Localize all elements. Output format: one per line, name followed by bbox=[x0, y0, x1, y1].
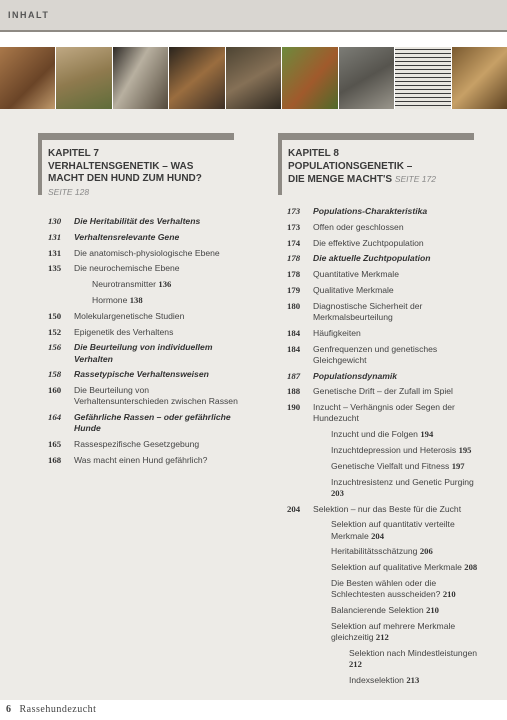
toc-page-number: 173 bbox=[287, 206, 301, 216]
book-title: Rassehundezucht bbox=[19, 704, 97, 715]
toc-page-number: 180 bbox=[287, 300, 301, 311]
toc-entry-text: Die effektive Zuchtpopulation bbox=[313, 237, 424, 248]
toc-page-number: 190 bbox=[287, 402, 301, 413]
toc-entry-text: Populations-Charakteristika bbox=[313, 206, 428, 216]
toc-entry bbox=[48, 455, 238, 466]
toc-entry-text: Qualitative Merkmale bbox=[313, 284, 394, 295]
chapter-8-toc bbox=[287, 206, 483, 691]
toc-page-number: 203 bbox=[331, 487, 344, 498]
chapter-8-bar bbox=[278, 133, 474, 140]
toc-entry-text: Selektion – nur das Beste für die Zucht bbox=[313, 503, 462, 514]
chapter-8-heading bbox=[288, 148, 488, 187]
chapter-7-stem bbox=[38, 133, 42, 195]
toc-entry bbox=[287, 386, 483, 397]
toc-page-number: 130 bbox=[48, 216, 62, 226]
toc-entry-text: Die neurochemische Ebene bbox=[74, 263, 180, 274]
toc-entry bbox=[287, 477, 483, 499]
toc-entry-text: Epigenetik des Verhaltens bbox=[74, 326, 174, 337]
chapter-8-label: KAPITEL 8 bbox=[288, 148, 339, 159]
toc-page-number: 160 bbox=[48, 385, 62, 396]
toc-page-number: 131 bbox=[48, 247, 62, 258]
chapter-7-page-ref: SEITE 128 bbox=[48, 186, 90, 197]
toc-page-number: 158 bbox=[48, 369, 62, 380]
toc-entry-text: Selektion auf mehrere Merkmale gleichzeitig bbox=[331, 620, 456, 642]
toc-page-number: 178 bbox=[287, 269, 301, 280]
toc-page-number: 208 bbox=[464, 562, 478, 573]
toc-page-number: 213 bbox=[406, 674, 420, 685]
page-number: 6 bbox=[6, 704, 12, 715]
chapter-7-toc bbox=[48, 216, 238, 471]
toc-entry bbox=[287, 344, 483, 366]
toc-entry bbox=[287, 285, 483, 296]
toc-page-number: 156 bbox=[48, 342, 62, 353]
chapter-7-label: KAPITEL 7 bbox=[48, 148, 99, 159]
toc-entry bbox=[287, 402, 483, 424]
toc-entry bbox=[48, 248, 238, 259]
toc-entry bbox=[287, 562, 483, 573]
toc-page-number: 210 bbox=[442, 589, 456, 600]
chapter-7-bar bbox=[38, 133, 234, 140]
toc-page-number: 131 bbox=[48, 231, 62, 242]
toc-entry-text: Häufigkeiten bbox=[313, 327, 361, 338]
toc-entry-text: Diagnostische Sicherheit der Merkmalsbeurteilung bbox=[313, 300, 423, 322]
toc-page-number: 212 bbox=[349, 658, 362, 669]
toc-entry-text: Inzucht – Verhängnis oder Segen der Hundezucht bbox=[313, 402, 455, 424]
toc-entry bbox=[48, 327, 238, 338]
dog-photo bbox=[339, 47, 395, 109]
toc-entry-text: Rassetypische Verhaltensweisen bbox=[74, 369, 209, 380]
toc-entry-text: Die aktuelle Zuchtpopulation bbox=[313, 253, 431, 264]
chapter-7-title-line: MACHT DEN HUND ZUM HUND? bbox=[48, 173, 202, 184]
toc-entry bbox=[48, 311, 238, 322]
toc-page-number: 210 bbox=[426, 604, 439, 615]
toc-entry-text: Inzucht und die Folgen bbox=[331, 429, 418, 440]
toc-entry-text: Quantitative Merkmale bbox=[313, 269, 399, 280]
dog-photo bbox=[56, 47, 112, 109]
toc-page-number: 150 bbox=[48, 310, 62, 321]
toc-page-number: 136 bbox=[158, 279, 172, 290]
toc-entry-text: Die anatomisch-physiologische Ebene bbox=[74, 247, 220, 258]
toc-page-number: 184 bbox=[287, 343, 301, 354]
toc-entry bbox=[287, 269, 483, 280]
toc-entry-text: Genetische Drift – der Zufall im Spiel bbox=[313, 386, 453, 397]
toc-entry-text: Balancierende Selektion bbox=[331, 604, 424, 615]
toc-entry-text: Selektion auf qualitative Merkmale bbox=[331, 562, 462, 573]
toc-entry bbox=[287, 238, 483, 249]
toc-entry bbox=[287, 328, 483, 339]
header-bar bbox=[0, 0, 507, 30]
toc-entry bbox=[287, 429, 483, 440]
toc-entry bbox=[48, 342, 238, 364]
toc-page-number: 197 bbox=[451, 460, 465, 471]
toc-page-number: 188 bbox=[287, 386, 301, 397]
toc-entry-text: Neurotransmitter bbox=[92, 279, 156, 290]
toc-entry-text: Molekulargenetische Studien bbox=[74, 310, 185, 321]
toc-entry bbox=[287, 301, 483, 323]
toc-entry-text: Die Besten wählen oder die Schlechtesten ausscheiden? bbox=[331, 577, 441, 600]
toc-page-number: 168 bbox=[48, 454, 62, 465]
toc-entry-text: Die Beurteilung von Verhaltensunterschieden zwischen Rassen bbox=[74, 385, 238, 407]
dog-photo bbox=[226, 47, 282, 109]
toc-page-number: 135 bbox=[48, 263, 62, 274]
toc-entry bbox=[287, 206, 483, 217]
toc-entry-text: Heritabilitätsschätzung bbox=[331, 546, 418, 557]
toc-entry bbox=[48, 439, 238, 450]
toc-entry bbox=[287, 648, 483, 670]
toc-entry-text: Selektion nach Mindestleistungen bbox=[349, 647, 478, 658]
toc-entry-text: Populationsdynamik bbox=[313, 370, 398, 381]
toc-entry bbox=[287, 578, 483, 600]
toc-entry-text: Inzuchtresistenz und Genetic Purging bbox=[331, 476, 474, 487]
toc-entry bbox=[287, 675, 483, 686]
dog-photo bbox=[113, 47, 169, 109]
dog-photo bbox=[282, 47, 338, 109]
toc-entry-text: Genfrequenzen und genetisches Gleichgewicht bbox=[313, 343, 438, 365]
toc-page-number: 206 bbox=[419, 546, 433, 557]
toc-entry bbox=[287, 621, 483, 643]
toc-page-number: 204 bbox=[371, 530, 385, 541]
toc-entry-text: Genetische Vielfalt und Fitness bbox=[331, 460, 450, 471]
chapter-8-page-ref: SEITE 172 bbox=[394, 174, 436, 184]
toc-page-number: 204 bbox=[287, 503, 301, 514]
toc-entry bbox=[48, 216, 238, 227]
toc-entry-text: Die Beurteilung von individuellem Verhalten bbox=[74, 342, 213, 364]
page-footer bbox=[6, 704, 96, 715]
toc-entry bbox=[287, 546, 483, 557]
toc-entry bbox=[48, 412, 238, 434]
toc-entry-text: Indexselektion bbox=[349, 674, 404, 685]
toc-page-number: 194 bbox=[420, 429, 434, 440]
toc-entry bbox=[48, 263, 238, 274]
toc-page-number: 195 bbox=[458, 444, 472, 455]
toc-page-number: 179 bbox=[287, 284, 301, 295]
toc-entry bbox=[287, 253, 483, 264]
toc-entry-text: Die Heritabilität des Verhaltens bbox=[74, 216, 201, 226]
toc-entry-text: Gefährliche Rassen – oder gefährliche Hunde bbox=[74, 412, 231, 434]
toc-entry bbox=[287, 222, 483, 233]
dog-photo bbox=[0, 47, 56, 109]
toc-entry bbox=[287, 371, 483, 382]
toc-entry bbox=[287, 504, 483, 515]
dog-photo bbox=[169, 47, 225, 109]
toc-page-number: 138 bbox=[129, 294, 143, 305]
toc-page-number: 184 bbox=[287, 327, 301, 338]
photo-strip bbox=[0, 47, 507, 109]
toc-entry bbox=[287, 519, 483, 541]
toc-entry bbox=[287, 461, 483, 472]
toc-entry-text: Rassespezifische Gesetzgebung bbox=[74, 439, 200, 450]
toc-entry-text: Inzuchtdepression und Heterosis bbox=[331, 444, 457, 455]
toc-entry bbox=[48, 385, 238, 407]
header-rule bbox=[0, 30, 507, 32]
chapter-7-heading bbox=[48, 148, 238, 198]
toc-entry-text: Hormone bbox=[92, 294, 128, 305]
toc-page-number: 164 bbox=[48, 412, 62, 423]
document-photo bbox=[395, 47, 451, 109]
toc-entry-text: Verhaltensrelevante Gene bbox=[74, 231, 180, 242]
toc-entry-text: Was macht einen Hund gefährlich? bbox=[74, 454, 208, 465]
toc-entry-text: Offen oder geschlossen bbox=[313, 221, 404, 232]
dog-photo bbox=[452, 47, 507, 109]
chapter-8-stem bbox=[278, 133, 282, 195]
page-title: INHALT bbox=[8, 10, 50, 20]
toc-page-number: 212 bbox=[375, 631, 389, 642]
chapter-8-title-line: POPULATIONSGENETIK – bbox=[288, 160, 413, 172]
toc-page-number: 178 bbox=[287, 253, 301, 264]
toc-page-number: 187 bbox=[287, 370, 301, 381]
toc-entry bbox=[287, 445, 483, 456]
toc-entry bbox=[48, 369, 238, 380]
toc-entry bbox=[287, 605, 483, 616]
toc-page-number: 174 bbox=[287, 237, 301, 248]
toc-page-number: 165 bbox=[48, 439, 62, 450]
chapter-8-title-line: DIE MENGE MACHT'S SEITE 172 bbox=[288, 174, 436, 185]
toc-entry bbox=[48, 279, 238, 290]
toc-entry bbox=[48, 295, 238, 306]
toc-entry bbox=[48, 232, 238, 243]
toc-page-number: 173 bbox=[287, 221, 301, 232]
chapter-7-title-line: VERHALTENSGENETIK – WAS bbox=[48, 160, 194, 172]
toc-entry-text: Selektion auf quantitativ verteilte Merkmale bbox=[331, 519, 455, 541]
toc-page-number: 152 bbox=[48, 326, 62, 337]
